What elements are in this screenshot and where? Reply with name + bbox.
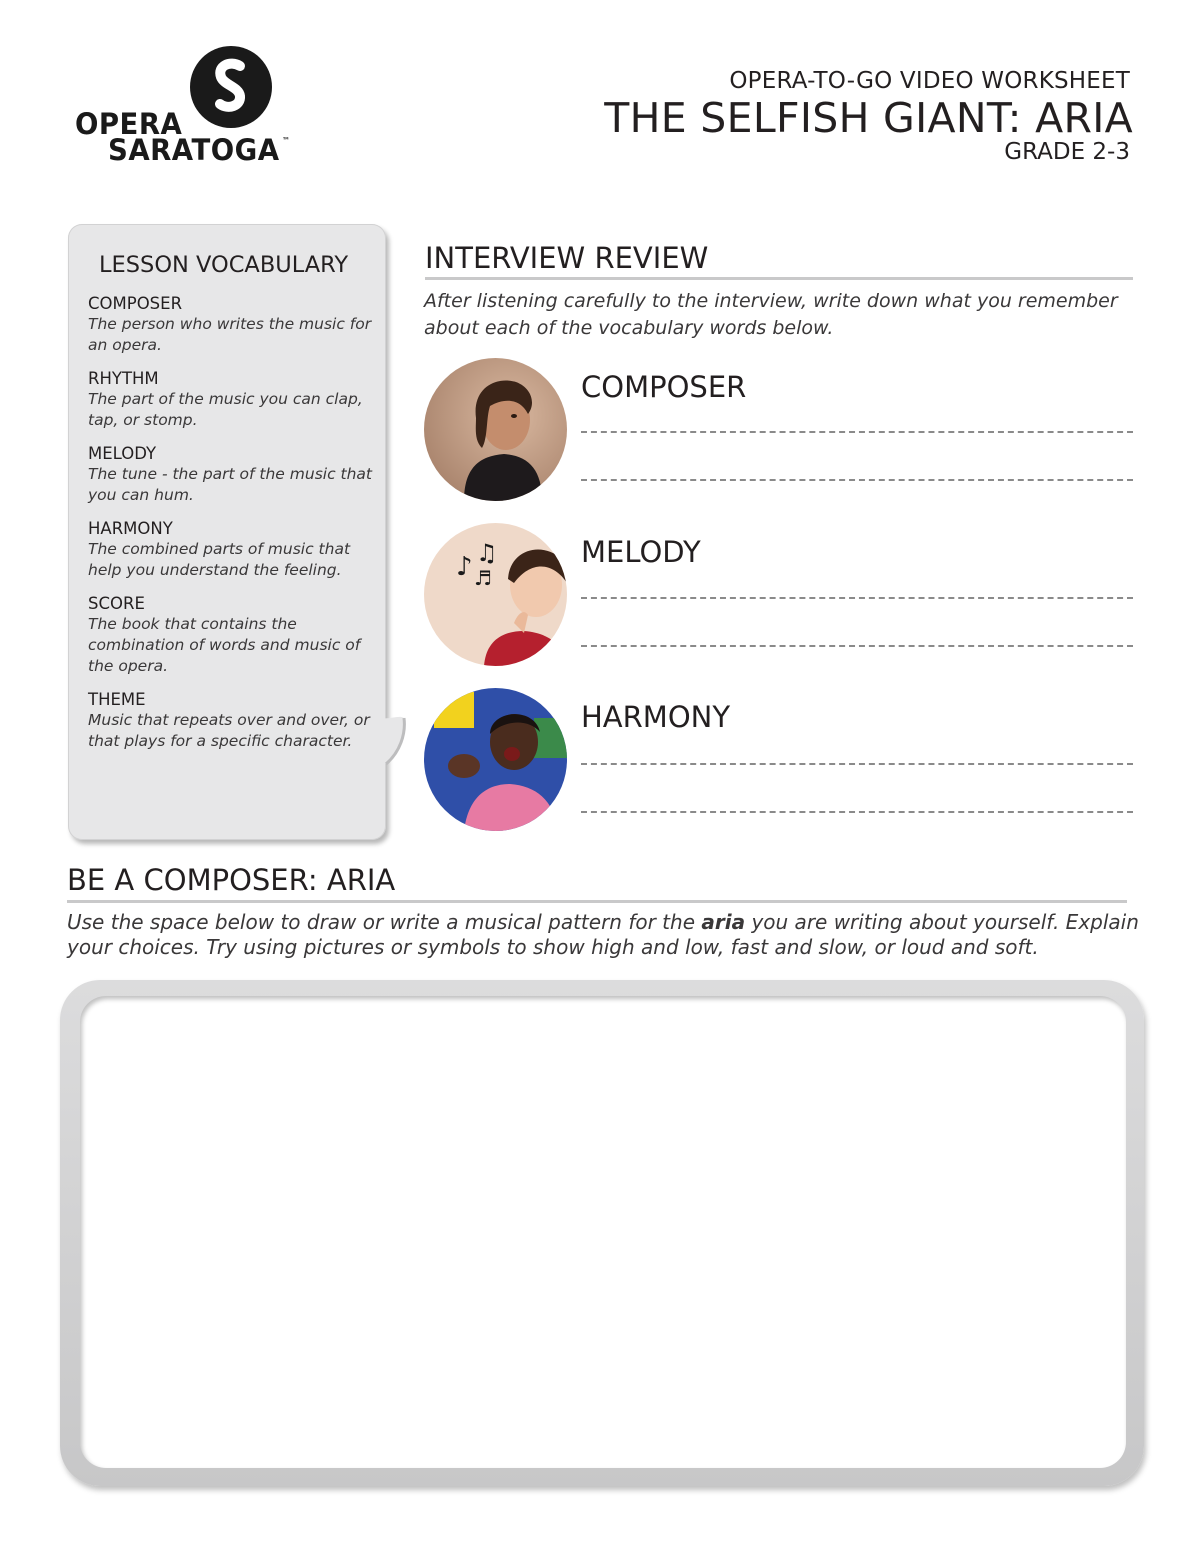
term-definition: The part of the music you can clap, tap, or stomp. xyxy=(88,390,363,429)
vocab-term-melody xyxy=(88,444,378,506)
term-word: RHYTHM xyxy=(88,369,159,388)
worksheet-kicker: OPERA-TO-GO VIDEO WORKSHEET xyxy=(729,68,1130,94)
melody-photo xyxy=(424,523,567,666)
review-word-harmony: HARMONY xyxy=(581,700,731,734)
term-definition: Music that repeats over and over, or that plays for a specific character. xyxy=(88,711,370,750)
grade-level: GRADE 2-3 xyxy=(1004,139,1130,165)
vocabulary-title: LESSON VOCABULARY xyxy=(99,252,349,278)
harmony-photo xyxy=(424,688,567,831)
interview-review-instructions: After listening carefully to the interview, write down what you remember about each of the vocabulary words below. xyxy=(424,290,1118,339)
section-divider xyxy=(425,277,1133,280)
term-definition: The combined parts of music that help you understand the feeling. xyxy=(88,540,351,579)
vocab-term-composer xyxy=(88,294,378,356)
write-line-1[interactable] xyxy=(581,431,1133,433)
term-word: SCORE xyxy=(88,594,145,613)
vocab-term-score xyxy=(88,594,378,677)
instructions-bold-aria: aria xyxy=(701,910,746,934)
interview-review-title: INTERVIEW REVIEW xyxy=(425,241,709,275)
opera-saratoga-logo xyxy=(72,44,302,169)
write-line-1[interactable] xyxy=(581,597,1133,599)
drawing-area[interactable] xyxy=(80,996,1126,1468)
review-row-melody xyxy=(424,523,1136,668)
logo-text-saratoga: SARATOGA xyxy=(108,133,280,167)
review-row-composer xyxy=(424,358,1136,503)
term-word: HARMONY xyxy=(88,519,173,538)
vocab-term-rhythm xyxy=(88,369,378,431)
speech-bubble-tail-icon xyxy=(376,712,408,768)
logo-text-opera: OPERA xyxy=(75,107,183,141)
be-a-composer-instructions xyxy=(67,910,1147,960)
svg-text:♪: ♪ xyxy=(456,552,473,582)
term-definition: The book that contains the combination of words and music of the opera. xyxy=(88,615,361,675)
review-word-composer: COMPOSER xyxy=(581,370,747,404)
term-word: MELODY xyxy=(88,444,157,463)
lesson-vocabulary-panel xyxy=(68,224,386,840)
term-definition: The tune - the part of the music that you can hum. xyxy=(88,465,373,504)
vocab-term-theme xyxy=(88,690,378,752)
section-divider xyxy=(67,900,1127,903)
write-line-1[interactable] xyxy=(581,763,1133,765)
vocab-term-harmony xyxy=(88,519,378,581)
write-line-2[interactable] xyxy=(581,811,1133,813)
review-row-harmony xyxy=(424,688,1136,833)
be-a-composer-title: BE A COMPOSER: ARIA xyxy=(67,863,396,897)
term-definition: The person who writes the music for an opera. xyxy=(88,315,372,354)
svg-text:♫: ♫ xyxy=(476,539,498,567)
trademark-mark: ™ xyxy=(282,136,290,145)
svg-text:♬: ♬ xyxy=(474,566,492,590)
term-word: COMPOSER xyxy=(88,294,183,313)
page-title: THE SELFISH GIANT: ARIA xyxy=(604,94,1133,142)
instructions-text-end: you are writing about yourself. Explain your choices. Try using pictures or symbols to show high and low, fast and slow, or loud and soft. xyxy=(67,910,1139,959)
write-line-2[interactable] xyxy=(581,479,1133,481)
vocabulary-list xyxy=(88,294,378,765)
instructions-text-start: Use the space below to draw or write a musical pattern for the xyxy=(67,910,702,934)
review-word-melody: MELODY xyxy=(581,535,701,569)
write-line-2[interactable] xyxy=(581,645,1133,647)
logo-s-mark-icon xyxy=(190,46,272,128)
term-word: THEME xyxy=(88,690,146,709)
composer-photo xyxy=(424,358,567,501)
